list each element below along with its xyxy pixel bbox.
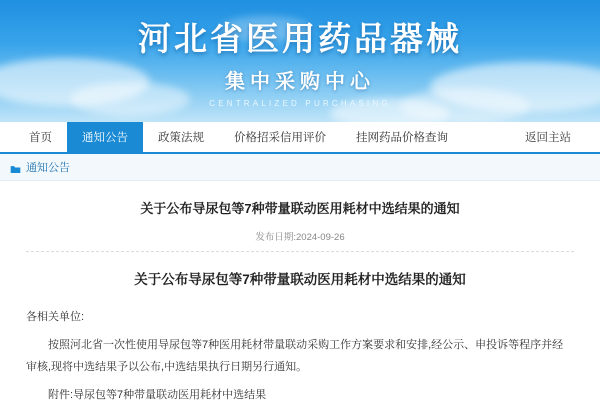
article-headline: 关于公布导尿包等7种带量联动医用耗材中选结果的通知 <box>140 201 460 216</box>
main-navigation <box>0 122 600 154</box>
article-container <box>0 181 600 400</box>
article-attachment: 附件:导尿包等7种带量联动医用耗材中选结果 <box>48 388 267 400</box>
nav-item-home[interactable]: 首页 <box>29 132 52 144</box>
nav-item-policies[interactable]: 政策法规 <box>158 132 204 144</box>
nav-item-drug-price-query[interactable]: 挂网药品价格查询 <box>356 132 448 144</box>
breadcrumb-label[interactable]: 通知公告 <box>26 162 70 174</box>
article-paragraph: 各相关单位: <box>26 310 85 323</box>
nav-spacer <box>463 122 510 152</box>
article-body-title: 关于公布导尿包等7种带量联动医用耗材中选结果的通知 <box>134 271 466 287</box>
nav-item-notices[interactable]: 通知公告 <box>67 122 143 152</box>
nav-item-credit-evaluation[interactable]: 价格招采信用评价 <box>234 132 326 144</box>
site-title: 河北省医用药品器械 <box>138 22 462 58</box>
breadcrumb <box>0 154 600 181</box>
site-title-english: CENTRALIZED PURCHASING <box>209 99 391 109</box>
nav-item-back-to-main-site[interactable]: 返回主站 <box>525 132 571 144</box>
folder-icon <box>10 162 21 173</box>
article-publish-date: 发布日期:2024-09-26 <box>26 229 574 252</box>
article-paragraph: 按照河北省一次性使用导尿包等7种医用耗材带量联动采购工作方案要求和安排,经公示、申投诉等程序并经审核,现将中选结果予以公布,中选结果执行日期另行通知。 <box>26 338 564 373</box>
site-subtitle: 集中采购中心 <box>225 71 375 94</box>
site-banner <box>0 0 600 122</box>
